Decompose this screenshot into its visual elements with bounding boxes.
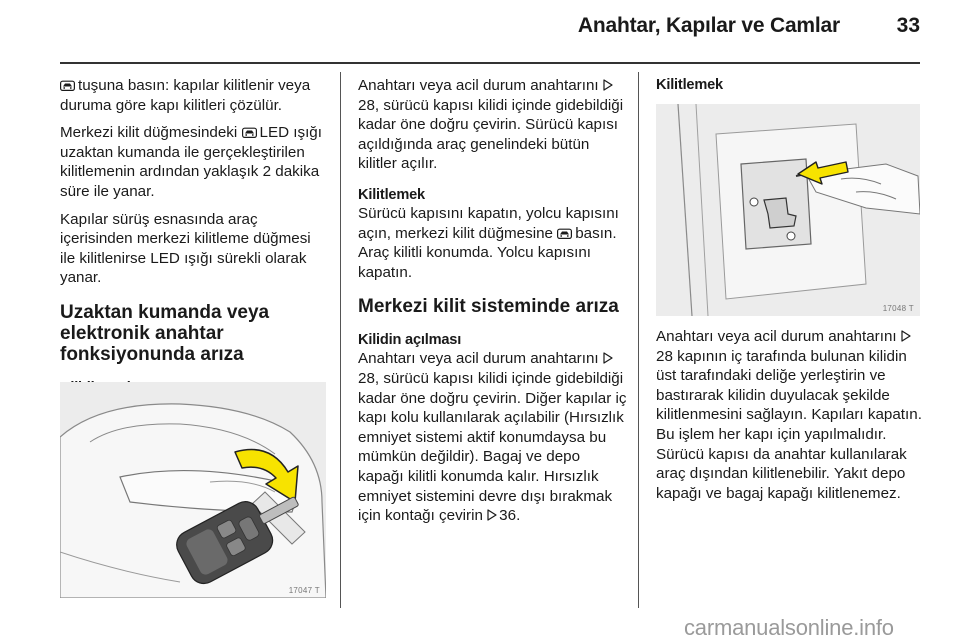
col3-subheading: Kilitlemek — [656, 77, 723, 93]
col2-p1-b: 28, sürücü kapısı kilidi içinde gidebildiği kadar öne doğru çevirin. Sürücü kapısı açıldığında araç genelindeki bütün kilitler açılır. — [358, 96, 624, 173]
col1-heading: Uzaktan kumanda veya elektronik anahtar fonksiyonunda arıza — [60, 301, 270, 365]
car-lock-icon — [60, 79, 75, 91]
col2-p3-a: Anahtarı veya acil durum anahtarını — [358, 350, 599, 368]
column-2 — [358, 76, 628, 534]
page-number: 33 — [896, 14, 920, 37]
col2-subheading-2: Kilidin açılması — [358, 332, 462, 349]
reference-arrow-icon — [901, 330, 911, 342]
col2-heading: Merkezi kilit sisteminde arıza — [358, 296, 619, 318]
col2-p1-a: Anahtarı veya acil durum anahtarını — [358, 77, 599, 94]
col2-p3-b: 28, sürücü kapısı kilidi içinde gidebildiği kadar öne doğru çevirin. Diğer kapılar iç kapı kolu kullanılarak açılabilir (Hırsızlık emniyet sistemi aktif konumdaysa bu mümkün değildir). Bagaj ve depo kapağı kilitli konumda kalır. Hırsızlık emniyet sistemini devre dışı bırakmak için kontağı çevirin — [358, 369, 627, 525]
col2-paragraph-1 — [358, 76, 628, 174]
column-1 — [60, 76, 328, 397]
figure-key-fob — [60, 382, 326, 598]
figure-number: 17047 T — [288, 586, 320, 595]
col1-paragraph-3: Kapılar sürüş esnasında araç içerisinden merkezi kilitleme düğmesi ile kilitlenirse LED ışığı sürekli olarak yanar. — [60, 210, 311, 287]
figure-number: 17048 T — [882, 304, 914, 313]
column-3-text — [656, 327, 924, 511]
page-header-title: Anahtar, Kapılar ve Camlar — [577, 14, 840, 37]
reference-arrow-icon — [603, 352, 613, 364]
figure-door-lock — [656, 104, 920, 316]
car-lock-icon — [557, 227, 572, 239]
reference-arrow-icon — [603, 79, 613, 91]
col3-paragraph-1 — [656, 327, 924, 503]
column-divider-2 — [638, 72, 639, 608]
col3-p1-b: 28 kapının iç tarafında bulunan kilidin üst tarafındaki deliğe yerleştirin ve bastırarak kilidin duyulacak şekilde kilitlenmesini sağlayın. Kapıları kapatın. Bu işlem her kapı için yapılmalıdır. Sürücü kapısı da anahtar kullanılarak araç dışından kilitlenebilir. Yakıt depo kapağı ve bagaj kapağı kilitlenemez. — [656, 347, 922, 502]
column-3 — [656, 76, 922, 94]
col1-p2-a: Merkezi kilit düğmesindeki — [60, 124, 238, 142]
key-fob-illustration — [60, 382, 326, 598]
header-rule — [60, 62, 920, 64]
col1-p1-text: tuşuna basın: kapılar kilitlenir veya duruma göre kapı kilitleri çözülür. — [60, 77, 311, 114]
reference-arrow-icon — [487, 509, 497, 521]
col1-paragraph-2 — [60, 123, 328, 201]
col2-p2-b: basın. Araç kilitli konumda. Yolcu kapısını kapatın. — [358, 224, 617, 281]
col1-p2-b: LED ışığı uzaktan kumanda ile gerçekleştirilen kilitlemenin ardından yaklaşık 2 dakika süre ile yanar. — [60, 124, 322, 200]
col2-p2-a: Sürücü kapısını kapatın, yolcu kapısını açın, merkezi kilit düğmesine — [358, 204, 619, 242]
col1-paragraph-1 — [60, 76, 328, 115]
col2-p3-c: 36. — [499, 507, 521, 525]
col2-paragraph-3 — [358, 349, 628, 525]
car-lock-icon — [242, 126, 257, 138]
watermark[interactable]: carmanualsonline.info — [684, 615, 894, 640]
col3-p1-a: Anahtarı veya acil durum anahtarını — [656, 328, 897, 345]
col2-paragraph-2 — [358, 204, 628, 282]
door-lock-illustration — [656, 104, 920, 316]
col2-subheading-1: Kilitlemek — [358, 186, 425, 203]
column-divider-1 — [340, 72, 341, 608]
